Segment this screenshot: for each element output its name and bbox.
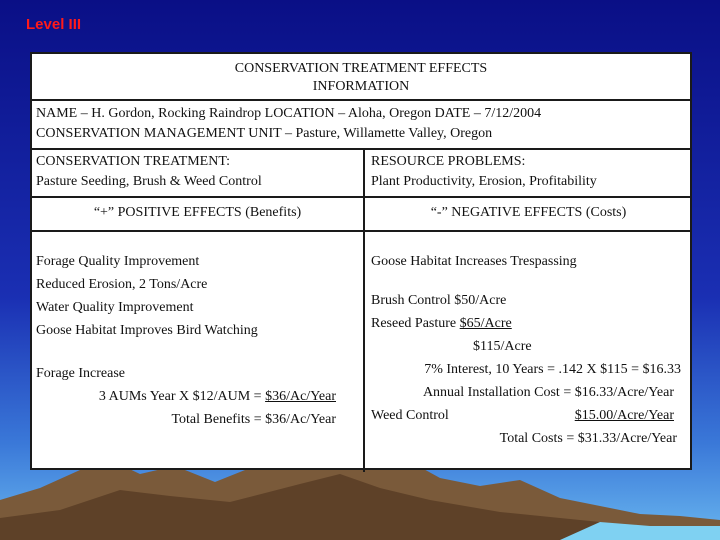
list-item: Goose Habitat Improves Bird Watching <box>36 323 258 338</box>
annual-installation-cost: Annual Installation Cost = $16.33/Acre/Year <box>422 385 674 400</box>
list-item: Water Quality Improvement <box>36 300 194 315</box>
weed-control-label: Weed Control <box>371 408 449 423</box>
divider <box>32 230 690 232</box>
treatment-value: Pasture Seeding, Brush & Weed Control <box>36 174 262 189</box>
problems-heading: RESOURCE PROBLEMS: <box>371 154 526 169</box>
interest-calculation: 7% Interest, 10 Years = .142 X $115 = $16.33 <box>424 362 681 377</box>
positive-effects-list <box>36 250 258 342</box>
negative-heading: “-” NEGATIVE EFFECTS (Costs) <box>430 205 627 220</box>
table-title <box>32 60 690 96</box>
list-item: Reduced Erosion, 2 Tons/Acre <box>36 277 208 292</box>
problems-value: Plant Productivity, Erosion, Profitability <box>371 174 597 189</box>
divider <box>32 148 690 150</box>
divider <box>32 196 690 198</box>
effects-table <box>30 52 692 470</box>
divider <box>32 99 690 101</box>
reseed-pasture-cost <box>371 314 512 334</box>
total-benefits: Total Benefits = $36/Ac/Year <box>171 412 336 427</box>
aum-text: 3 AUMs Year X $12/AUM = <box>98 389 266 404</box>
treatment-heading: CONSERVATION TREATMENT: <box>36 154 231 169</box>
info-line-2: CONSERVATION MANAGEMENT UNIT – Pasture, Willamette Valley, Oregon <box>36 126 493 141</box>
list-item: Forage Quality Improvement <box>36 254 200 269</box>
level-label: Level III <box>26 16 82 33</box>
goose-trespassing: Goose Habitat Increases Trespassing <box>371 254 577 269</box>
title-line-1: CONSERVATION TREATMENT EFFECTS <box>234 61 488 76</box>
column-divider <box>363 150 365 472</box>
aum-calculation <box>99 387 336 407</box>
aum-value: $36/Ac/Year <box>265 389 336 404</box>
forage-increase-label: Forage Increase <box>36 366 126 381</box>
weed-control-cost: $15.00/Acre/Year <box>574 408 674 423</box>
info-line-1: NAME – H. Gordon, Rocking Raindrop LOCATION – Aloha, Oregon DATE – 7/12/2004 <box>36 106 542 121</box>
subtotal-cost: $115/Acre <box>473 339 532 354</box>
reseed-value: $65/Acre <box>459 316 512 331</box>
positive-heading: “+” POSITIVE EFFECTS (Benefits) <box>93 205 302 220</box>
reseed-label: Reseed Pasture <box>371 316 460 331</box>
title-line-2: INFORMATION <box>312 79 410 94</box>
brush-control-cost: Brush Control $50/Acre <box>371 293 507 308</box>
total-costs: Total Costs = $31.33/Acre/Year <box>499 431 677 446</box>
